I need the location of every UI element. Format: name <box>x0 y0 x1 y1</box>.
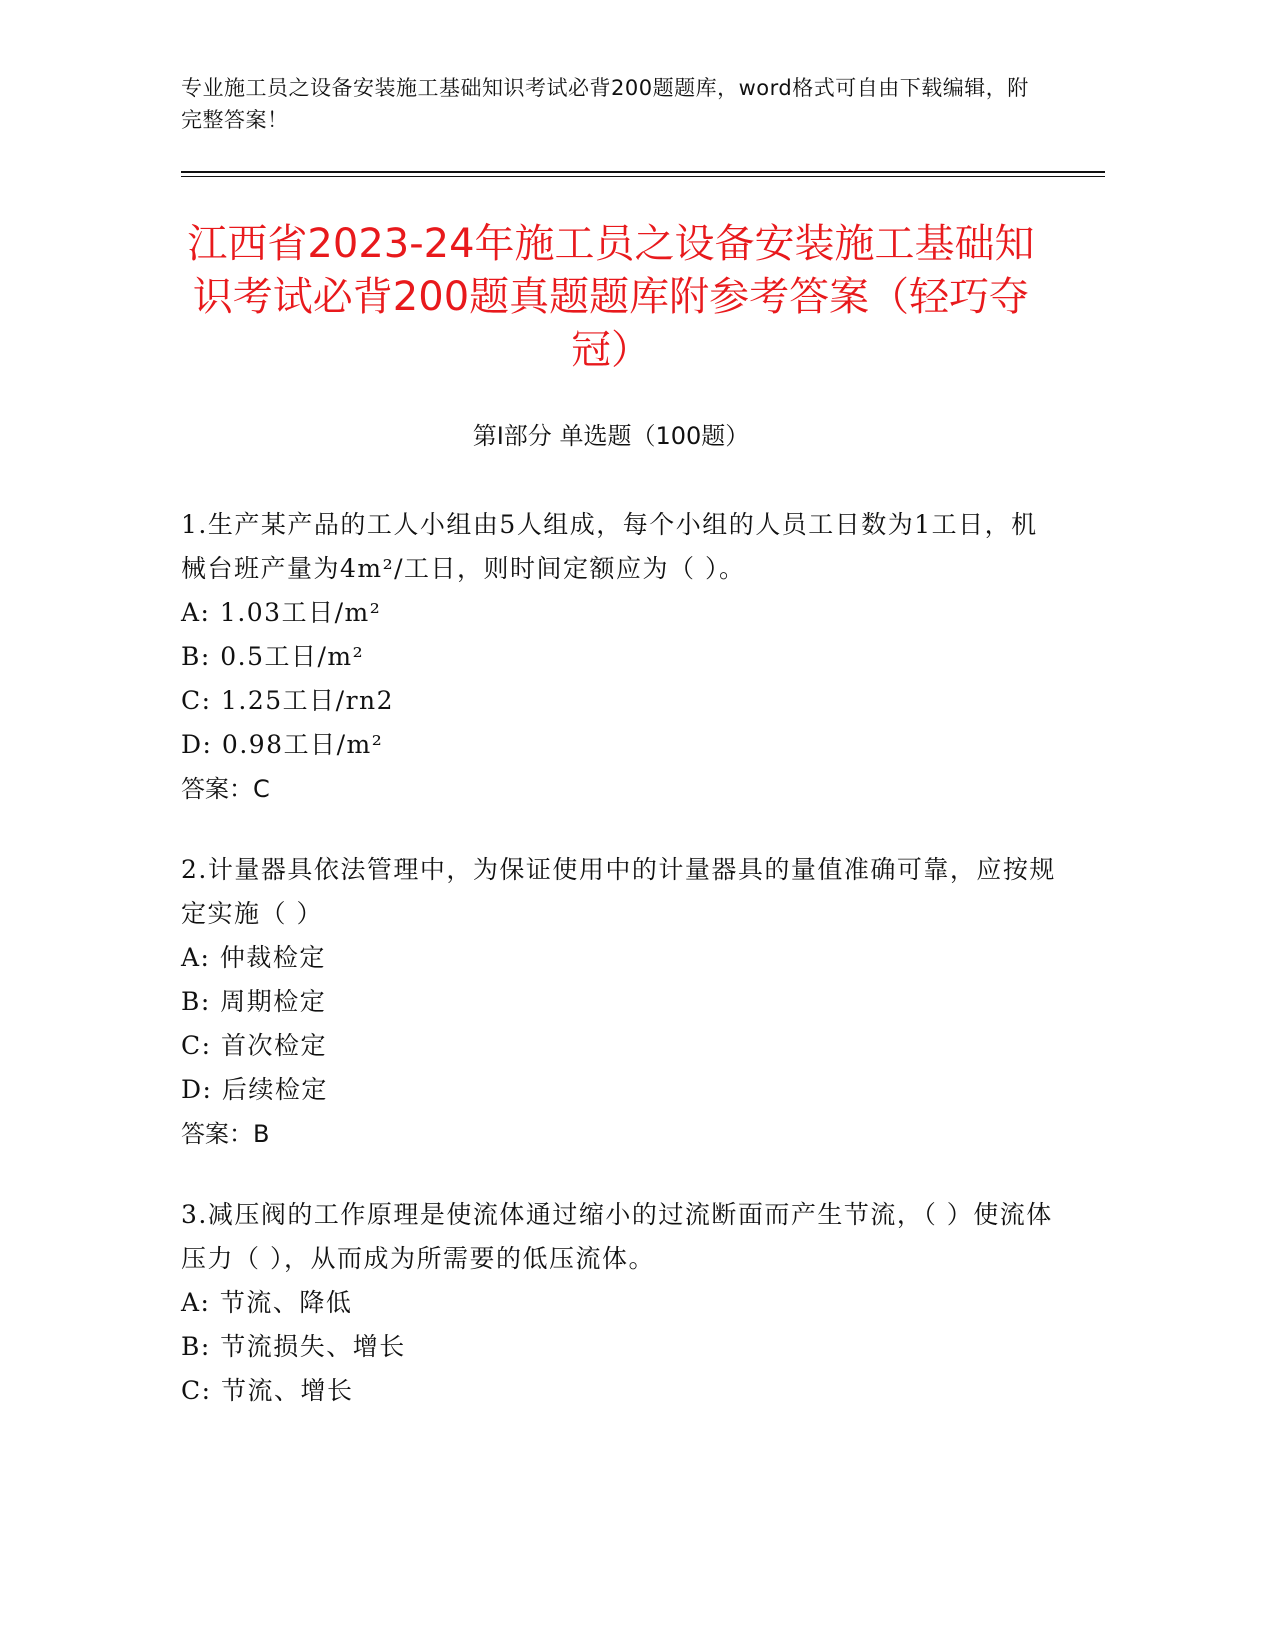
question-stem: 2.计量器具依法管理中，为保证使用中的计量器具的量值准确可靠，应按规定实施（ ） <box>181 855 1056 928</box>
answer-line: 答案：B <box>181 1120 270 1148</box>
document-title: 江西省2023-24年施工员之设备安装施工基础知识考试必背200题真题题库附参考答案（轻巧夺冠） <box>187 221 1035 373</box>
header-note: 专业施工员之设备安装施工基础知识考试必背200题题库，word格式可自由下载编辑，附完整答案！ <box>181 76 1029 132</box>
option-c: C: 1.25工日/rn2 <box>181 686 395 715</box>
option-a: A: 节流、降低 <box>181 1288 353 1317</box>
header-divider-thick <box>181 171 1105 173</box>
option-c: C: 首次检定 <box>181 1031 327 1060</box>
option-a: A: 1.03工日/m² <box>181 598 382 627</box>
option-a: A: 仲裁检定 <box>181 943 326 972</box>
option-d: D: 0.98工日/m² <box>181 730 384 759</box>
answer-line: 答案：C <box>181 775 270 803</box>
question-stem: 1.生产某产品的工人小组由5人组成，每个小组的人员工日数为1工日，机械台班产量为4m²/工日，则时间定额应为（ ）。 <box>181 510 1038 583</box>
option-b: B: 节流损失、增长 <box>181 1332 406 1361</box>
question-1 <box>181 503 1061 811</box>
option-b: B: 周期检定 <box>181 987 327 1016</box>
option-c: C: 节流、增长 <box>181 1376 354 1405</box>
header-divider-thin <box>181 176 1105 177</box>
question-list <box>181 503 1061 1450</box>
option-d: D: 后续检定 <box>181 1075 328 1104</box>
question-stem: 3.减压阀的工作原理是使流体通过缩小的过流断面而产生节流，（ ）使流体压力（ ），从而成为所需要的低压流体。 <box>181 1200 1053 1273</box>
question-2 <box>181 848 1061 1156</box>
question-3 <box>181 1193 1061 1413</box>
option-b: B: 0.5工日/m² <box>181 642 365 671</box>
section-heading: 第I部分 单选题（100题） <box>472 422 750 450</box>
